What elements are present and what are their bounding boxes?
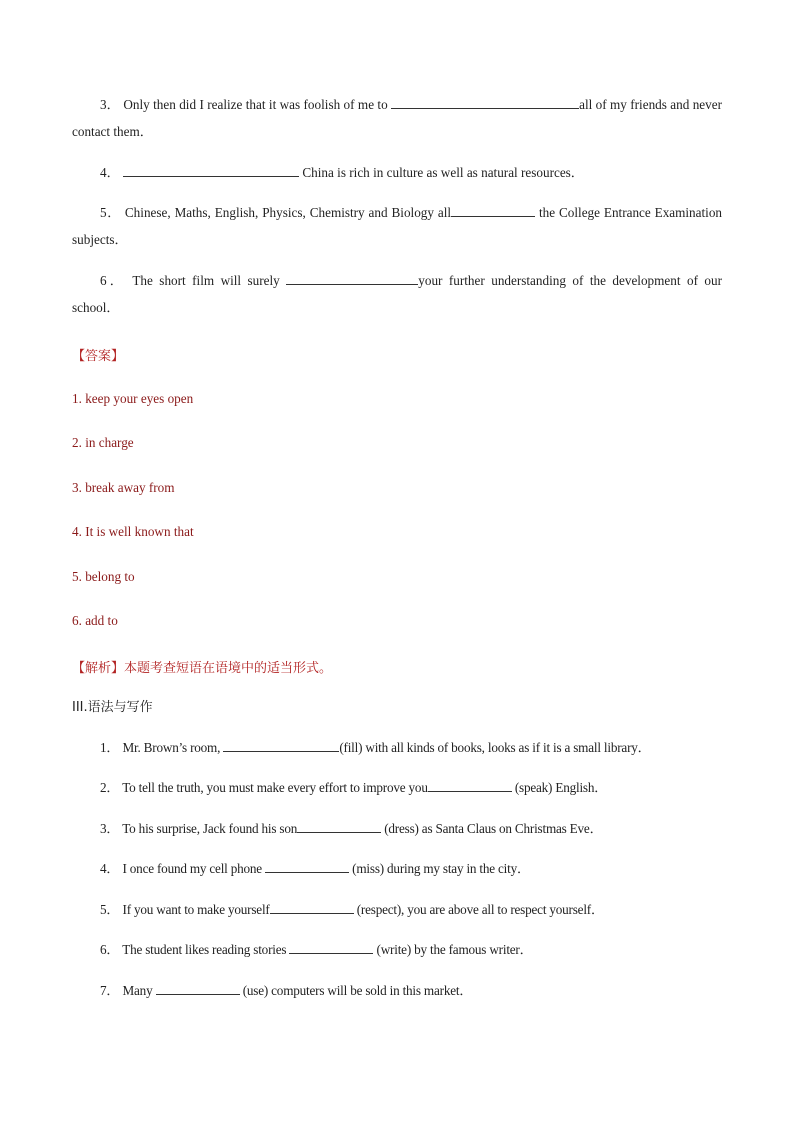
answer-blank[interactable] <box>270 901 354 914</box>
question-text: (use) computers will be sold in this market． <box>242 983 473 998</box>
question-text: (respect), you are above all to respect yourself． <box>356 902 604 917</box>
question-text: The student likes reading stories <box>122 942 287 957</box>
question-4 <box>72 159 722 186</box>
question-number: 5． <box>100 902 120 917</box>
question-number: 4． <box>100 165 120 180</box>
question-text: the College Entrance Examination subjects． <box>72 205 723 247</box>
answer-item: 4. It is well known that <box>72 524 194 539</box>
question-number: 7． <box>100 983 120 998</box>
question-number: 1． <box>100 740 120 755</box>
answer-blank[interactable] <box>428 779 512 792</box>
question-text: (miss) during my stay in the city． <box>352 861 530 876</box>
question-text: all of my friends and never contact them． <box>72 97 723 139</box>
answer-item: 5. belong to <box>72 569 135 584</box>
answer-blank[interactable] <box>286 272 418 285</box>
question-number: 3． <box>100 97 120 112</box>
question-number: 6． <box>100 942 120 957</box>
question-text: The short film will surely <box>132 273 280 288</box>
question-text: To his surprise, Jack found his son <box>122 821 298 836</box>
answer-heading: 【答案】 <box>72 349 125 364</box>
question-number: 6． <box>100 273 127 288</box>
question-text: (fill) with all kinds of books, looks as if it is a small library． <box>339 740 651 755</box>
grammar-question-7 <box>100 980 472 999</box>
question-text: To tell the truth, you must make every effort to improve you <box>122 780 428 795</box>
question-number: 3． <box>100 821 120 836</box>
grammar-question-5 <box>100 899 604 918</box>
question-text: Only then did I realize that it was foolish of me to <box>123 97 388 112</box>
analysis-label: 【解析】 <box>72 661 125 676</box>
question-text: China is rich in culture as well as natural resources． <box>302 165 584 180</box>
question-text: Many <box>122 983 153 998</box>
question-text: (dress) as Santa Claus on Christmas Eve． <box>384 821 603 836</box>
grammar-question-4 <box>100 858 530 877</box>
answer-item: 3. break away from <box>72 480 175 495</box>
question-number: 2． <box>100 780 120 795</box>
answer-blank[interactable] <box>123 164 299 177</box>
answer-blank[interactable] <box>289 941 373 954</box>
question-text: If you want to make yourself <box>122 902 270 917</box>
answer-item: 2. in charge <box>72 435 134 450</box>
analysis <box>72 657 332 676</box>
answer-item: 1. keep your eyes open <box>72 391 194 406</box>
analysis-text: 本题考查短语在语境中的适当形式。 <box>124 661 333 676</box>
question-number: 5． <box>100 205 121 220</box>
grammar-question-1 <box>100 737 651 756</box>
answer-blank[interactable] <box>297 820 381 833</box>
question-3 <box>72 91 722 145</box>
answer-blank[interactable] <box>265 860 349 873</box>
answer-item: 6. add to <box>72 613 118 628</box>
section-title: III.语法与写作 <box>72 700 153 715</box>
question-6 <box>72 267 722 321</box>
grammar-question-3 <box>100 818 603 837</box>
answer-blank[interactable] <box>451 204 535 217</box>
question-text: (speak) English． <box>514 780 608 795</box>
question-text: Mr. Brown’s room, <box>122 740 221 755</box>
answer-blank[interactable] <box>156 982 240 995</box>
question-5 <box>72 199 722 253</box>
question-number: 4． <box>100 861 120 876</box>
grammar-question-6 <box>100 939 533 958</box>
grammar-question-2 <box>100 777 607 796</box>
question-text: I once found my cell phone <box>122 861 262 876</box>
question-text: your further understanding of the development of our school． <box>72 273 723 315</box>
question-text: Chinese, Maths, English, Physics, Chemistry and Biology all <box>124 205 452 220</box>
question-text: (write) by the famous writer． <box>376 942 533 957</box>
answer-blank[interactable] <box>391 96 579 109</box>
answer-blank[interactable] <box>223 739 339 752</box>
